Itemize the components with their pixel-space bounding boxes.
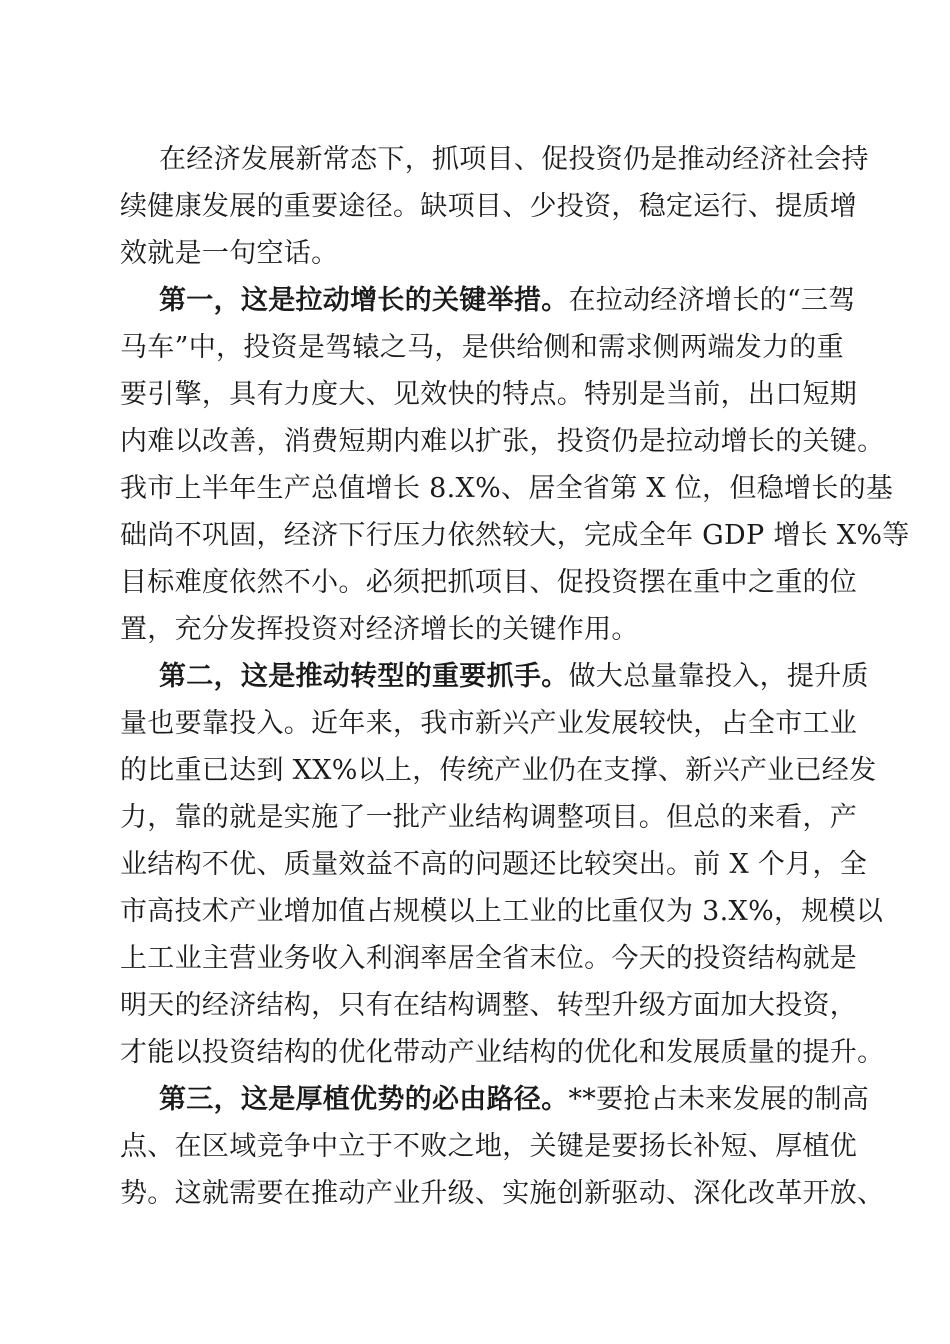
line-text: **要抢占未来发展的制高: [568, 1084, 870, 1115]
line-text: 上工业主营业务收入利润率居全省末位。今天的投资结构就是: [120, 943, 858, 974]
text-line: [120, 754, 876, 788]
line-text: 在拉动经济增长的“三驾: [568, 285, 856, 316]
text-line: [120, 1036, 884, 1070]
line-text: 才能以投资结构的优化带动产业结构的优化和发展质量的提升。: [120, 1037, 885, 1068]
line-text: 置，充分发挥投资对经济增长的关键作用。: [120, 614, 639, 645]
line-text: 础尚不巩固，经济下行压力依然较大，完成全年 GDP 增长 X%等: [120, 520, 910, 551]
text-line: [120, 425, 884, 459]
text-line: [120, 801, 857, 835]
paragraph-heading: 第三，这是厚植优势的必由路径。: [159, 1084, 569, 1115]
line-text: 势。这就需要在推动产业升级、实施创新驱动、深化改革开放、: [120, 1178, 885, 1209]
line-text: 做大总量靠投入，提升质: [568, 661, 869, 692]
line-text: 要引擎，具有力度大、见效快的特点。特别是当前，出口短期: [120, 379, 858, 410]
line-text: 力，靠的就是实施了一批产业结构调整项目。但总的来看，产: [120, 802, 858, 833]
text-line: [159, 660, 869, 694]
text-line: [120, 895, 883, 929]
text-line: [120, 378, 857, 412]
line-text: 明天的经济结构，只有在结构调整、转型升级方面加大投资，: [120, 990, 858, 1021]
text-line: [120, 566, 857, 600]
text-line: [120, 707, 857, 741]
line-text: 在经济发展新常态下，抓项目、促投资仍是推动经济社会持: [159, 144, 869, 175]
text-line: [120, 472, 893, 506]
line-text: 的比重已达到 XX%以上，传统产业仍在支撑、新兴产业已经发: [120, 755, 877, 786]
paragraph-heading: 第一，这是拉动增长的关键举措。: [159, 285, 569, 316]
text-line: [120, 1177, 884, 1211]
line-text: 量也要靠投入。近年来，我市新兴产业发展较快，占全市工业: [120, 708, 858, 739]
text-line: [120, 519, 910, 553]
paragraph-heading: 第二，这是推动转型的重要抓手。: [159, 661, 569, 692]
text-line: [159, 284, 856, 318]
line-text: 我市上半年生产总值增长 8.X%、居全省第 X 位，但稳增长的基: [120, 473, 894, 504]
text-line: [120, 848, 867, 882]
text-line: [159, 1083, 869, 1117]
text-line: [120, 942, 857, 976]
text-line: [159, 143, 869, 177]
text-line: [120, 989, 857, 1023]
text-line: [120, 237, 338, 271]
line-text: 内难以改善，消费短期内难以扩张，投资仍是拉动增长的关键。: [120, 426, 885, 457]
text-line: [120, 190, 857, 224]
text-line: [120, 613, 639, 647]
line-text: 目标难度依然不小。必须把抓项目、促投资摆在重中之重的位: [120, 567, 858, 598]
line-text: 市高技术产业增加值占规模以上工业的比重仅为 3.X%，规模以: [120, 896, 884, 927]
line-text: 效就是一句空话。: [120, 238, 339, 269]
line-text: 续健康发展的重要途径。缺项目、少投资，稳定运行、提质增: [120, 191, 858, 222]
line-text: 马车”中，投资是驾辕之马，是供给侧和需求侧两端发力的重: [120, 332, 844, 363]
line-text: 业结构不优、质量效益不高的问题还比较突出。前 X 个月，全: [120, 849, 868, 880]
line-text: 点、在区域竞争中立于不败之地，关键是要扬长补短、厚植优: [120, 1131, 858, 1162]
text-line: [120, 1130, 857, 1164]
text-line: [120, 331, 844, 365]
